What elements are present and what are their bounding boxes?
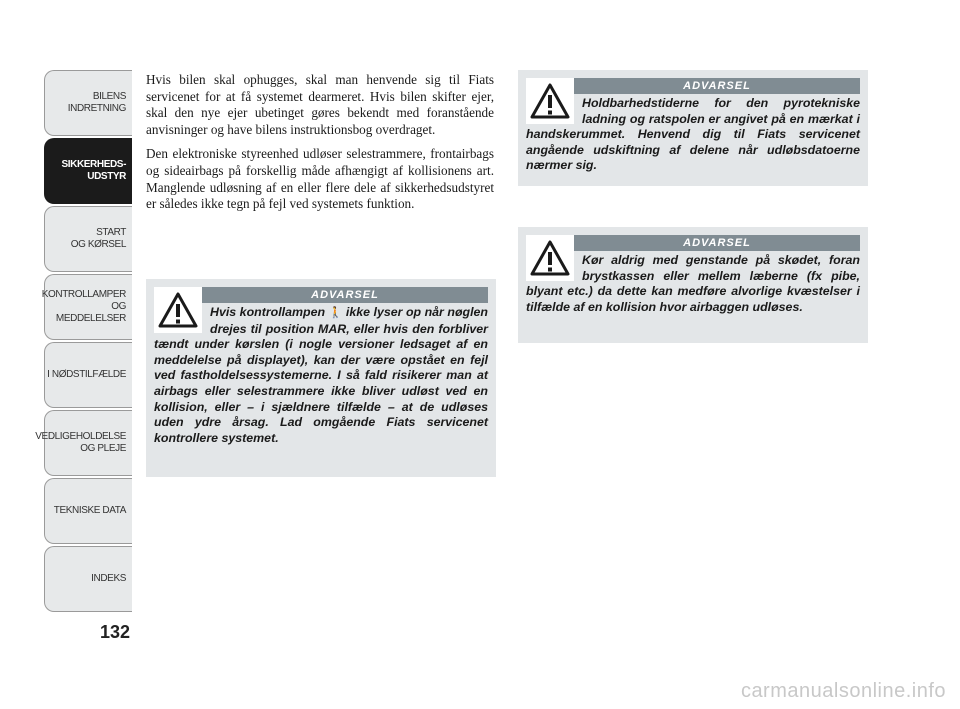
tab-tekniske-data[interactable]: TEKNISKE DATA [44,478,132,544]
tab-start-og-korsel[interactable]: START OG KØRSEL [44,206,132,272]
warning-title: ADVARSEL [202,287,488,303]
warning-title: ADVARSEL [574,235,860,251]
tab-bilens-indretning[interactable]: BILENS INDRETNING [44,70,132,136]
warning-text: Hvis kontrollampen 🚶 ikke lyser op når nøglen drejes til position MAR, eller hvis den forbliver tændt under kørslen (i nogle versioner ledsaget af en meddelelse på displayet), kan der være opstået en fejl ved fastholdelsessystemerne. I så fald risikerer man at airbags eller selestrammere ikke bliver udløst ved en kollision, eller – i sjældnere tilfælde – at de udløses uden ydre årsag. Lad omgående Fiats servicenet kontrollere systemet. [154,305,489,445]
tab-indeks[interactable]: INDEKS [44,546,132,612]
tab-vedligeholdelse[interactable]: VEDLIGEHOLDELSE OG PLEJE [44,410,132,476]
tab-sikkerhedsudstyr[interactable]: SIKKERHEDS- UDSTYR [44,138,132,204]
warning-box-objects [518,227,868,343]
body-paragraph-2: Den elektroniske styreenhed udløser selestrammere, frontairbags og sideairbags på forskellig måde afhængigt af kollisionens art. Manglende udløsning af en eller flere dele af sikkerhedsudstyret er således ikke tegn på fejl ved systemets funktion. [146,146,494,212]
warning-box-pyrotechnic [518,70,868,186]
tab-i-nodstilfaelde[interactable]: I NØDSTILFÆLDE [44,342,132,408]
warning-box-indicator [146,279,496,477]
body-text [146,72,494,221]
warning-text: Holdbarhedstiderne for den pyrotekniske ladning og ratspolen er angivet på en mærkat i handskerummet. Henvend dig til Fiats servicenet angående udskiftning af delene når udløbsdatoerne nærmer sig. [526,96,860,173]
section-tabs [35,70,132,614]
warning-title: ADVARSEL [574,78,860,94]
watermark: carmanualsonline.info [740,680,946,702]
tab-kontrollamper[interactable]: KONTROLLAMPER OG MEDDELELSER [44,274,132,340]
body-paragraph-1: Hvis bilen skal ophugges, skal man henvende sig til Fiats servicenet for at få systemet dearmeret. Hvis bilen skifter ejer, skal den nye ejer ubetinget gøres bekendt med foranstående anvisninger og have bilens instruktionsbog overdraget. [146,72,494,137]
warning-text: Kør aldrig med genstande på skødet, foran brystkassen eller mellem læberne (fx pibe, blyant etc.) da dette kan medføre alvorlige kvæstelser i tilfælde af en kollision hvor airbaggen udløses. [526,253,860,314]
page-number: 132 [100,622,131,642]
airbag-lamp-icon: 🚶 [328,307,343,319]
